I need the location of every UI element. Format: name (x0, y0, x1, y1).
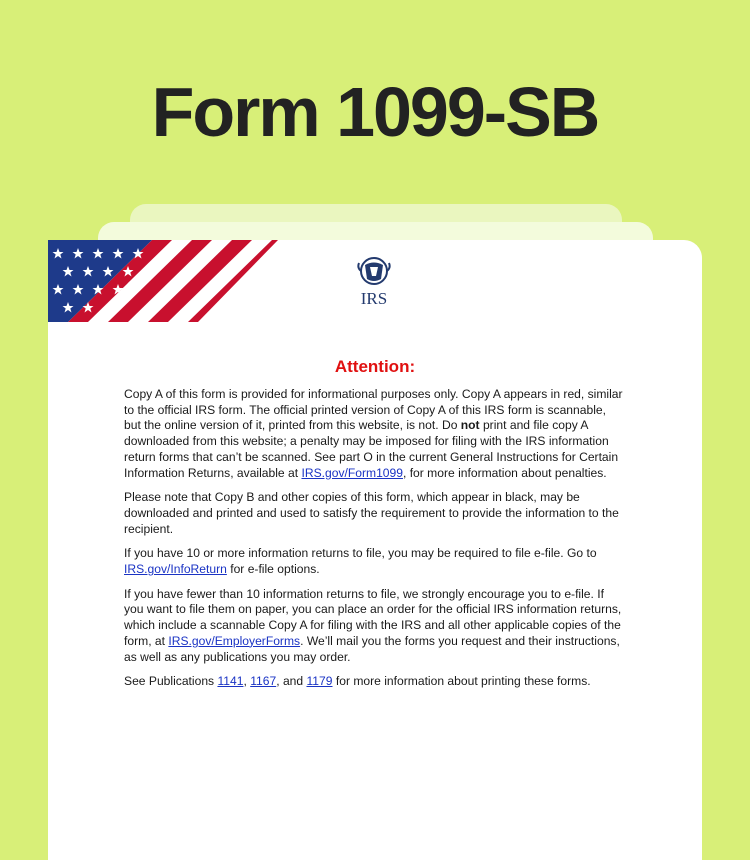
paragraph-copy-b: Please note that Copy B and other copies of this form, which appear in black, may be downloaded and printed and used to satisfy the requirement to provide the information to the recipient. (124, 490, 619, 536)
link-pub-1179[interactable]: 1179 (306, 674, 333, 689)
paragraph-copy-a: Copy A of this form is provided for informational purposes only. Copy A appears in red, similar to the official IRS form. The official printed version of Copy A of this IRS form is scannable, but the online version of it, printed from this website, is not. Do not print and file copy A downloaded from this website; a penalty may be imposed for filing with the IRS information return forms that can’t be scanned. See part O in the current General Instructions for Certain Information Returns, available at IRS.gov/Form1099, for more information about penalties. (124, 387, 623, 480)
paragraph-publications: See Publications 1141, 1167, and 1179 for more information about printing these forms. (124, 674, 591, 689)
notice-body (124, 387, 624, 699)
link-inforeturn[interactable]: IRS.gov/InfoReturn (124, 562, 227, 577)
irs-logo-icon (354, 256, 394, 308)
link-employerforms[interactable]: IRS.gov/EmployerForms (168, 633, 301, 648)
attention-heading: Attention: (334, 357, 416, 376)
page-title: Form 1099-SB (151, 73, 599, 151)
link-form1099[interactable]: IRS.gov/Form1099 (301, 465, 403, 480)
american-flag-icon (48, 240, 278, 322)
paragraph-order-forms: If you have fewer than 10 information returns to file, we strongly encourage you to e-file. If you want to file them on paper, you can place an order for the official IRS information returns, which include a scannable Copy A for filing with the IRS and all other applicable copies of the form, at IRS.gov/EmployerForms. We’ll mail you the forms you request and their instructions, as well as any publications you may order. (124, 586, 622, 664)
paragraph-efile: If you have 10 or more information returns to file, you may be required to file e-file. Go to IRS.gov/InfoReturn for e-file options. (124, 546, 597, 577)
link-pub-1141[interactable]: 1141 (217, 674, 244, 689)
bold-not: not (460, 418, 480, 433)
document-card (48, 240, 702, 860)
irs-logo-text: IRS (360, 289, 388, 308)
link-pub-1167[interactable]: 1167 (250, 674, 277, 689)
